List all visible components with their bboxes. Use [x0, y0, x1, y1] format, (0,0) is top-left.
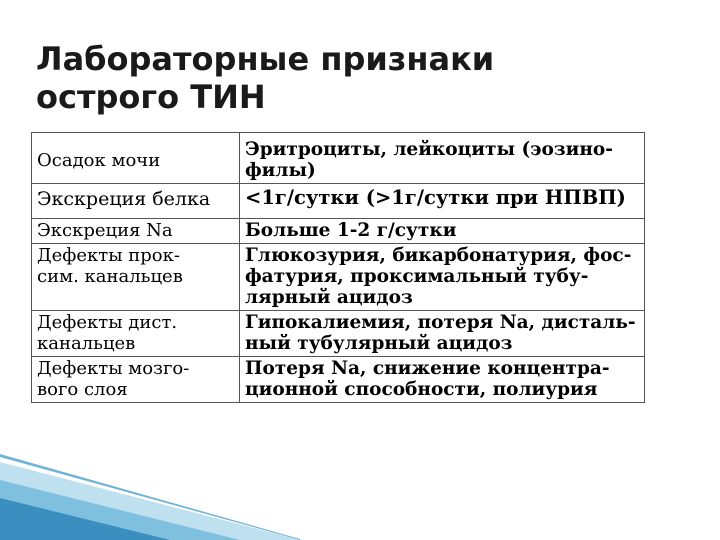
table-row — [32, 184, 645, 219]
row-label: Экскреция Na — [32, 219, 240, 244]
table-row — [32, 357, 645, 403]
table-row — [32, 311, 645, 357]
row-value: Глюкозурия, бикарбонатурия, фос- фатурия, проксимальный тубу- лярный ацидоз — [240, 244, 645, 311]
title-line-1: Лабораторные признаки — [36, 40, 495, 78]
title-line-2: острого ТИН — [36, 78, 266, 116]
decorative-corner-swoosh — [0, 440, 300, 540]
row-value: Больше 1-2 г/сутки — [240, 219, 645, 244]
table-row — [32, 244, 645, 311]
row-value: Эритроциты, лейкоциты (эозино- филы) — [240, 133, 645, 184]
row-label: Осадок мочи — [32, 133, 240, 184]
table-row — [32, 219, 645, 244]
row-label: Дефекты мозго- вого слоя — [32, 357, 240, 403]
lab-signs-table — [31, 132, 645, 403]
slide-title — [36, 40, 636, 116]
row-label: Экскреция белка — [32, 184, 240, 219]
table-row — [32, 133, 645, 184]
row-label: Дефекты дист. канальцев — [32, 311, 240, 357]
row-value: Потеря Na, снижение концентра- ционной способности, полиурия — [240, 357, 645, 403]
row-label: Дефекты прок- сим. канальцев — [32, 244, 240, 311]
row-value: <1г/сутки (>1г/сутки при НПВП) — [240, 184, 645, 219]
row-value: Гипокалиемия, потеря Na, дисталь- ный тубулярный ацидоз — [240, 311, 645, 357]
